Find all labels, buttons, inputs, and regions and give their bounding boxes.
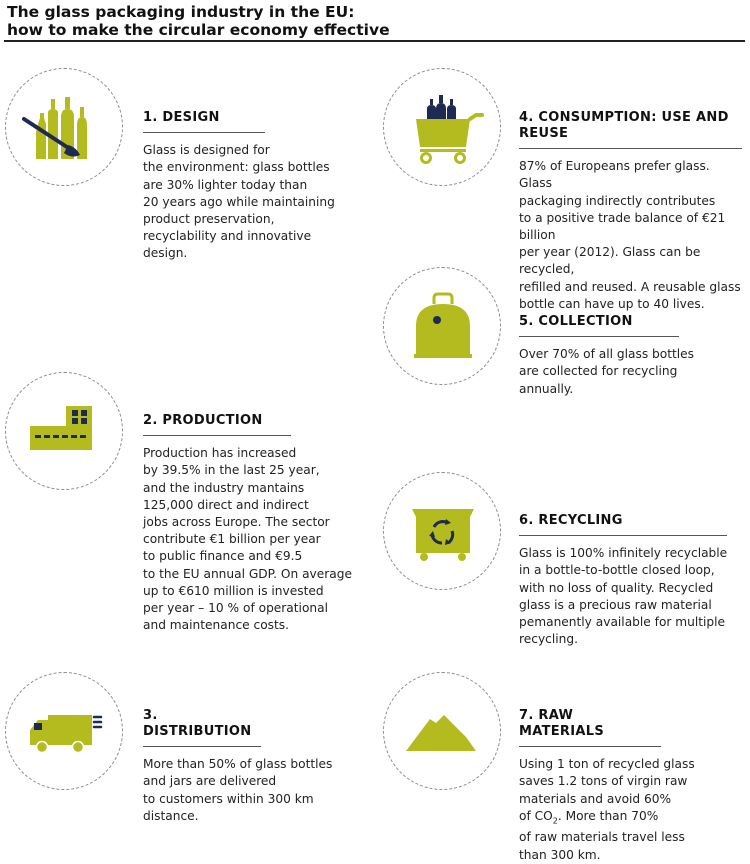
mountain-icon (384, 673, 502, 791)
step-divider (519, 535, 727, 536)
step-heading: 6. RECYCLING (519, 513, 623, 528)
step-divider (519, 336, 679, 337)
step-text-part-2: . More than 70% of raw materials travel less than 300 km. (519, 808, 685, 862)
step-raw-materials (519, 708, 695, 864)
step-design (143, 110, 335, 263)
step-consumption (519, 110, 742, 313)
page-title (7, 3, 743, 39)
step-heading: 5. COLLECTION (519, 314, 633, 329)
step-heading: 3. DISTRIBUTION (143, 708, 252, 739)
truck-icon (6, 673, 124, 791)
title-line-2: how to make the circular economy effective (7, 21, 390, 39)
step-divider (519, 148, 742, 149)
title-line-1: The glass packaging industry in the EU: (7, 3, 355, 21)
step-heading: 1. DESIGN (143, 110, 220, 125)
step-heading: 7. RAW MATERIALS (519, 708, 604, 739)
title-divider (4, 40, 745, 42)
bottle-bank-icon (384, 268, 502, 386)
shopping-cart-icon (384, 69, 502, 187)
step-divider (143, 746, 261, 747)
step-divider (143, 132, 265, 133)
recycling-bin-icon (384, 473, 502, 591)
production-icon-circle (5, 372, 123, 490)
step-text: Glass is designed for the environment: glass bottles are 30% lighter today than 20 years ago while maintaining product preservation, recyclability and innovative design. (143, 143, 335, 261)
consumption-icon-circle (383, 68, 501, 186)
step-production (143, 413, 352, 634)
step-heading: 2. PRODUCTION (143, 413, 263, 428)
step-text: Glass is 100% infinitely recyclable in a bottle-to-bottle closed loop, with no loss of quality. Recycled glass is a precious raw material pemanently available for multiple recycling. (519, 546, 728, 647)
factory-icon (6, 373, 124, 491)
collection-icon-circle (383, 267, 501, 385)
step-divider (143, 435, 291, 436)
design-icon-circle (5, 68, 123, 186)
step-divider (519, 746, 661, 747)
step-text: Over 70% of all glass bottles are collected for recycling annually. (519, 347, 695, 396)
distribution-icon-circle (5, 672, 123, 790)
step-text: 87% of Europeans prefer glass. Glass packaging indirectly contributes to a positive trade balance of €21 billion per year (2012). Glass can be recycled, refilled and reused. A reusable glass bottle can have up to 40 lives. (519, 159, 741, 311)
step-collection (519, 314, 695, 398)
recycling-icon-circle (383, 472, 501, 590)
step-distribution (143, 708, 333, 825)
step-heading: 4. CONSUMPTION: USE AND REUSE (519, 110, 729, 141)
co2-subscript: 2 (552, 816, 558, 826)
bottles-brush-icon (6, 69, 124, 187)
raw-materials-icon-circle (383, 672, 501, 790)
step-text (519, 756, 719, 864)
step-text-part-1: Using 1 ton of recycled glass saves 1.2 tons of virgin raw materials and avoid 60% of CO (519, 757, 695, 823)
step-recycling (519, 513, 727, 648)
step-text: Production has increased by 39.5% in the last 25 year, and the industry mantains 125,000 direct and indirect jobs across Europe. The sector contribute €1 billion per year to public finance and €9.5 to the EU annual GDP. On average up to €610 million is invested per year – 10 % of operational and maintenance costs. (143, 446, 352, 633)
step-text: More than 50% of glass bottles and jars are delivered to customers within 300 km distance. (143, 757, 333, 823)
